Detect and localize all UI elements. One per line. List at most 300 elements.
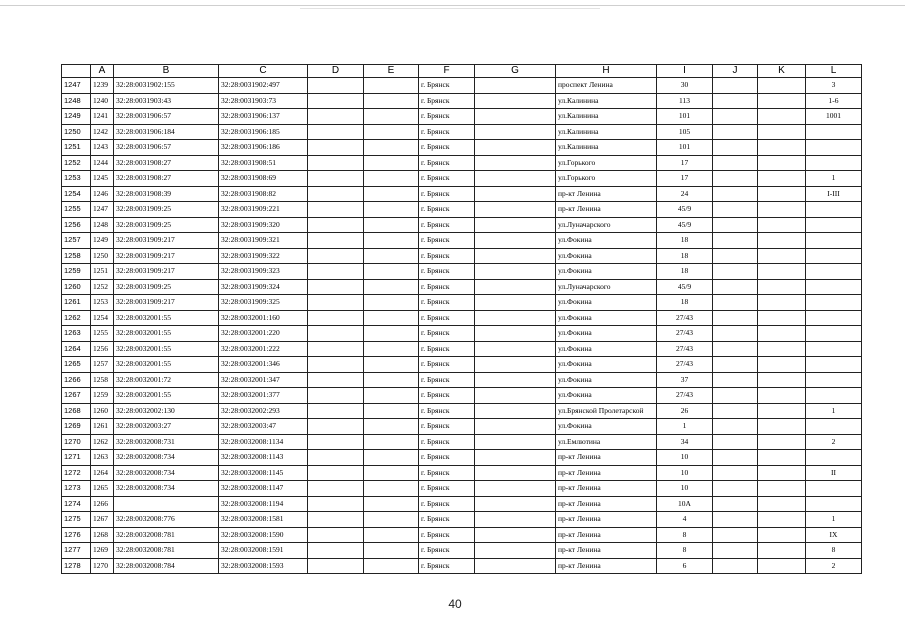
cell-e[interactable] xyxy=(364,248,419,264)
cell-k[interactable] xyxy=(758,388,806,404)
cell-b[interactable]: 32:28:0032008:734 xyxy=(114,450,219,466)
cell-g[interactable] xyxy=(475,202,556,218)
cell-k[interactable] xyxy=(758,78,806,94)
cell-k[interactable] xyxy=(758,310,806,326)
cell-f[interactable]: г. Брянск xyxy=(419,295,475,311)
cell-f[interactable]: г. Брянск xyxy=(419,481,475,497)
cell-d[interactable] xyxy=(308,512,364,528)
cell-g[interactable] xyxy=(475,264,556,280)
cell-a[interactable]: 1256 xyxy=(91,341,114,357)
cell-f[interactable]: г. Брянск xyxy=(419,279,475,295)
cell-h[interactable]: пр-кт Ленина xyxy=(556,450,657,466)
cell-b[interactable]: 32:28:0031909:25 xyxy=(114,279,219,295)
cell-l[interactable]: II xyxy=(806,465,862,481)
cell-b[interactable]: 32:28:0031908:39 xyxy=(114,186,219,202)
cell-g[interactable] xyxy=(475,140,556,156)
cell-k[interactable] xyxy=(758,124,806,140)
cell-l[interactable]: 8 xyxy=(806,543,862,559)
cell-g[interactable] xyxy=(475,388,556,404)
cell-i[interactable]: 34 xyxy=(657,434,713,450)
cell-e[interactable] xyxy=(364,217,419,233)
cell-g[interactable] xyxy=(475,248,556,264)
cell-c[interactable]: 32:28:0031906:137 xyxy=(219,109,308,125)
cell-g[interactable] xyxy=(475,155,556,171)
cell-e[interactable] xyxy=(364,450,419,466)
cell-d[interactable] xyxy=(308,419,364,435)
cell-c[interactable]: 32:28:0032008:1143 xyxy=(219,450,308,466)
cell-g[interactable] xyxy=(475,543,556,559)
cell-l[interactable]: IX xyxy=(806,527,862,543)
cell-a[interactable]: 1270 xyxy=(91,558,114,574)
cell-a[interactable]: 1263 xyxy=(91,450,114,466)
cell-c[interactable]: 32:28:0032001:377 xyxy=(219,388,308,404)
cell-k[interactable] xyxy=(758,93,806,109)
cell-i[interactable]: 4 xyxy=(657,512,713,528)
cell-c[interactable]: 32:28:0032003:47 xyxy=(219,419,308,435)
cell-h[interactable]: пр-кт Ленина xyxy=(556,527,657,543)
cell-j[interactable] xyxy=(713,279,758,295)
cell-c[interactable]: 32:28:0032008:1134 xyxy=(219,434,308,450)
cell-b[interactable]: 32:28:0031906:184 xyxy=(114,124,219,140)
cell-l[interactable]: 1-6 xyxy=(806,93,862,109)
cell-h[interactable]: ул.Калинина xyxy=(556,93,657,109)
cell-k[interactable] xyxy=(758,295,806,311)
cell-c[interactable]: 32:28:0031903:73 xyxy=(219,93,308,109)
cell-d[interactable] xyxy=(308,78,364,94)
cell-d[interactable] xyxy=(308,326,364,342)
cell-c[interactable]: 32:28:0032001:347 xyxy=(219,372,308,388)
cell-i[interactable]: 27/43 xyxy=(657,310,713,326)
cell-e[interactable] xyxy=(364,372,419,388)
cell-c[interactable]: 32:28:0031909:322 xyxy=(219,248,308,264)
cell-e[interactable] xyxy=(364,264,419,280)
cell-g[interactable] xyxy=(475,496,556,512)
cell-g[interactable] xyxy=(475,403,556,419)
cell-g[interactable] xyxy=(475,465,556,481)
cell-g[interactable] xyxy=(475,326,556,342)
cell-l[interactable] xyxy=(806,496,862,512)
cell-f[interactable]: г. Брянск xyxy=(419,310,475,326)
row-number[interactable]: 1258 xyxy=(62,248,91,264)
cell-f[interactable]: г. Брянск xyxy=(419,543,475,559)
cell-j[interactable] xyxy=(713,155,758,171)
column-header-f[interactable]: F xyxy=(419,65,475,78)
cell-l[interactable] xyxy=(806,295,862,311)
cell-f[interactable]: г. Брянск xyxy=(419,434,475,450)
cell-i[interactable]: 101 xyxy=(657,140,713,156)
cell-d[interactable] xyxy=(308,171,364,187)
cell-j[interactable] xyxy=(713,202,758,218)
cell-h[interactable]: ул.Горького xyxy=(556,155,657,171)
cell-b[interactable]: 32:28:0032008:776 xyxy=(114,512,219,528)
cell-f[interactable]: г. Брянск xyxy=(419,93,475,109)
cell-k[interactable] xyxy=(758,543,806,559)
cell-f[interactable]: г. Брянск xyxy=(419,217,475,233)
cell-c[interactable]: 32:28:0032008:1590 xyxy=(219,527,308,543)
cell-b[interactable]: 32:28:0032003:27 xyxy=(114,419,219,435)
cell-a[interactable]: 1251 xyxy=(91,264,114,280)
cell-b[interactable]: 32:28:0032008:731 xyxy=(114,434,219,450)
cell-a[interactable]: 1259 xyxy=(91,388,114,404)
cell-i[interactable]: 10 xyxy=(657,465,713,481)
cell-f[interactable]: г. Брянск xyxy=(419,558,475,574)
row-number[interactable]: 1260 xyxy=(62,279,91,295)
cell-d[interactable] xyxy=(308,465,364,481)
cell-e[interactable] xyxy=(364,124,419,140)
cell-d[interactable] xyxy=(308,543,364,559)
cell-j[interactable] xyxy=(713,450,758,466)
row-number[interactable]: 1249 xyxy=(62,109,91,125)
cell-b[interactable]: 32:28:0031909:25 xyxy=(114,202,219,218)
cell-a[interactable]: 1253 xyxy=(91,295,114,311)
cell-e[interactable] xyxy=(364,78,419,94)
cell-f[interactable]: г. Брянск xyxy=(419,341,475,357)
cell-a[interactable]: 1261 xyxy=(91,419,114,435)
cell-d[interactable] xyxy=(308,481,364,497)
row-number[interactable]: 1269 xyxy=(62,419,91,435)
cell-j[interactable] xyxy=(713,481,758,497)
row-number[interactable]: 1276 xyxy=(62,527,91,543)
cell-c[interactable]: 32:28:0032002:293 xyxy=(219,403,308,419)
cell-b[interactable]: 32:28:0031902:155 xyxy=(114,78,219,94)
cell-b[interactable]: 32:28:0031908:27 xyxy=(114,171,219,187)
cell-j[interactable] xyxy=(713,186,758,202)
row-number[interactable]: 1275 xyxy=(62,512,91,528)
cell-j[interactable] xyxy=(713,527,758,543)
cell-c[interactable]: 32:28:0031902:497 xyxy=(219,78,308,94)
cell-i[interactable]: 18 xyxy=(657,264,713,280)
cell-a[interactable]: 1244 xyxy=(91,155,114,171)
cell-k[interactable] xyxy=(758,109,806,125)
row-number[interactable]: 1247 xyxy=(62,78,91,94)
row-number[interactable]: 1268 xyxy=(62,403,91,419)
cell-j[interactable] xyxy=(713,465,758,481)
row-number[interactable]: 1262 xyxy=(62,310,91,326)
cell-g[interactable] xyxy=(475,171,556,187)
cell-j[interactable] xyxy=(713,264,758,280)
cell-g[interactable] xyxy=(475,93,556,109)
row-number[interactable]: 1270 xyxy=(62,434,91,450)
cell-d[interactable] xyxy=(308,124,364,140)
cell-e[interactable] xyxy=(364,295,419,311)
cell-h[interactable]: ул.Емлютина xyxy=(556,434,657,450)
cell-e[interactable] xyxy=(364,310,419,326)
column-header-b[interactable]: B xyxy=(114,65,219,78)
cell-f[interactable]: г. Брянск xyxy=(419,450,475,466)
cell-k[interactable] xyxy=(758,202,806,218)
cell-j[interactable] xyxy=(713,140,758,156)
cell-k[interactable] xyxy=(758,450,806,466)
cell-b[interactable]: 32:28:0032001:72 xyxy=(114,372,219,388)
cell-a[interactable]: 1248 xyxy=(91,217,114,233)
column-header-c[interactable]: C xyxy=(219,65,308,78)
cell-a[interactable]: 1243 xyxy=(91,140,114,156)
cell-j[interactable] xyxy=(713,326,758,342)
cell-l[interactable]: 1001 xyxy=(806,109,862,125)
cell-c[interactable]: 32:28:0032008:1145 xyxy=(219,465,308,481)
cell-c[interactable]: 32:28:0031909:325 xyxy=(219,295,308,311)
cell-h[interactable]: ул.Калинина xyxy=(556,109,657,125)
cell-d[interactable] xyxy=(308,341,364,357)
cell-b[interactable]: 32:28:0032001:55 xyxy=(114,326,219,342)
cell-f[interactable]: г. Брянск xyxy=(419,155,475,171)
cell-i[interactable]: 17 xyxy=(657,155,713,171)
cell-h[interactable]: ул.Калинина xyxy=(556,124,657,140)
cell-h[interactable]: ул.Фокина xyxy=(556,326,657,342)
cell-a[interactable]: 1258 xyxy=(91,372,114,388)
cell-a[interactable]: 1252 xyxy=(91,279,114,295)
cell-l[interactable]: 1 xyxy=(806,171,862,187)
row-number[interactable]: 1273 xyxy=(62,481,91,497)
row-number[interactable]: 1277 xyxy=(62,543,91,559)
cell-j[interactable] xyxy=(713,93,758,109)
cell-k[interactable] xyxy=(758,155,806,171)
cell-a[interactable]: 1262 xyxy=(91,434,114,450)
cell-h[interactable]: ул.Горького xyxy=(556,171,657,187)
cell-j[interactable] xyxy=(713,372,758,388)
cell-i[interactable]: 27/43 xyxy=(657,341,713,357)
row-number[interactable]: 1256 xyxy=(62,217,91,233)
cell-c[interactable]: 32:28:0031909:323 xyxy=(219,264,308,280)
row-number[interactable]: 1252 xyxy=(62,155,91,171)
cell-j[interactable] xyxy=(713,171,758,187)
cell-l[interactable] xyxy=(806,124,862,140)
row-number[interactable]: 1278 xyxy=(62,558,91,574)
cell-b[interactable]: 32:28:0032001:55 xyxy=(114,341,219,357)
cell-f[interactable]: г. Брянск xyxy=(419,372,475,388)
row-number[interactable]: 1267 xyxy=(62,388,91,404)
cell-k[interactable] xyxy=(758,140,806,156)
row-number[interactable]: 1255 xyxy=(62,202,91,218)
cell-a[interactable]: 1260 xyxy=(91,403,114,419)
column-header-d[interactable]: D xyxy=(308,65,364,78)
cell-l[interactable] xyxy=(806,326,862,342)
cell-b[interactable]: 32:28:0032008:734 xyxy=(114,481,219,497)
cell-b[interactable]: 32:28:0032008:734 xyxy=(114,465,219,481)
cell-l[interactable]: 1 xyxy=(806,403,862,419)
cell-g[interactable] xyxy=(475,217,556,233)
cell-b[interactable]: 32:28:0032008:784 xyxy=(114,558,219,574)
cell-d[interactable] xyxy=(308,264,364,280)
cell-c[interactable]: 32:28:0032008:1591 xyxy=(219,543,308,559)
cell-d[interactable] xyxy=(308,434,364,450)
cell-i[interactable]: 10А xyxy=(657,496,713,512)
cell-b[interactable]: 32:28:0031909:217 xyxy=(114,295,219,311)
cell-a[interactable]: 1250 xyxy=(91,248,114,264)
cell-c[interactable]: 32:28:0031909:221 xyxy=(219,202,308,218)
row-number[interactable]: 1257 xyxy=(62,233,91,249)
cell-i[interactable]: 37 xyxy=(657,372,713,388)
cell-a[interactable]: 1241 xyxy=(91,109,114,125)
cell-b[interactable]: 32:28:0032001:55 xyxy=(114,388,219,404)
row-number[interactable]: 1254 xyxy=(62,186,91,202)
cell-e[interactable] xyxy=(364,93,419,109)
cell-i[interactable]: 6 xyxy=(657,558,713,574)
cell-j[interactable] xyxy=(713,403,758,419)
cell-e[interactable] xyxy=(364,543,419,559)
cell-k[interactable] xyxy=(758,481,806,497)
cell-b[interactable]: 32:28:0032002:130 xyxy=(114,403,219,419)
cell-l[interactable] xyxy=(806,310,862,326)
cell-g[interactable] xyxy=(475,233,556,249)
cell-f[interactable]: г. Брянск xyxy=(419,326,475,342)
cell-d[interactable] xyxy=(308,93,364,109)
cell-i[interactable]: 26 xyxy=(657,403,713,419)
cell-b[interactable] xyxy=(114,496,219,512)
cell-e[interactable] xyxy=(364,512,419,528)
cell-l[interactable] xyxy=(806,248,862,264)
cell-g[interactable] xyxy=(475,527,556,543)
cell-l[interactable] xyxy=(806,372,862,388)
cell-l[interactable] xyxy=(806,217,862,233)
cell-j[interactable] xyxy=(713,419,758,435)
cell-i[interactable]: 8 xyxy=(657,543,713,559)
cell-h[interactable]: ул.Фокина xyxy=(556,357,657,373)
cell-c[interactable]: 32:28:0032008:1194 xyxy=(219,496,308,512)
cell-d[interactable] xyxy=(308,248,364,264)
cell-j[interactable] xyxy=(713,124,758,140)
cell-g[interactable] xyxy=(475,78,556,94)
cell-e[interactable] xyxy=(364,186,419,202)
cell-a[interactable]: 1246 xyxy=(91,186,114,202)
cell-j[interactable] xyxy=(713,496,758,512)
cell-d[interactable] xyxy=(308,403,364,419)
cell-e[interactable] xyxy=(364,202,419,218)
cell-g[interactable] xyxy=(475,450,556,466)
cell-e[interactable] xyxy=(364,496,419,512)
cell-h[interactable]: пр-кт Ленина xyxy=(556,202,657,218)
cell-h[interactable]: ул.Фокина xyxy=(556,341,657,357)
column-header-e[interactable]: E xyxy=(364,65,419,78)
cell-d[interactable] xyxy=(308,186,364,202)
cell-c[interactable]: 32:28:0032001:346 xyxy=(219,357,308,373)
cell-b[interactable]: 32:28:0032001:55 xyxy=(114,310,219,326)
cell-j[interactable] xyxy=(713,310,758,326)
cell-e[interactable] xyxy=(364,527,419,543)
cell-k[interactable] xyxy=(758,403,806,419)
cell-e[interactable] xyxy=(364,140,419,156)
column-header-g[interactable]: G xyxy=(475,65,556,78)
cell-d[interactable] xyxy=(308,140,364,156)
cell-l[interactable] xyxy=(806,233,862,249)
cell-e[interactable] xyxy=(364,109,419,125)
cell-l[interactable]: 1 xyxy=(806,512,862,528)
cell-h[interactable]: ул.Фокина xyxy=(556,388,657,404)
cell-h[interactable]: пр-кт Ленина xyxy=(556,481,657,497)
cell-d[interactable] xyxy=(308,279,364,295)
cell-a[interactable]: 1254 xyxy=(91,310,114,326)
cell-k[interactable] xyxy=(758,465,806,481)
cell-i[interactable]: 27/43 xyxy=(657,388,713,404)
cell-k[interactable] xyxy=(758,186,806,202)
cell-h[interactable]: пр-кт Ленина xyxy=(556,496,657,512)
cell-g[interactable] xyxy=(475,295,556,311)
cell-j[interactable] xyxy=(713,341,758,357)
cell-g[interactable] xyxy=(475,558,556,574)
cell-j[interactable] xyxy=(713,543,758,559)
cell-l[interactable]: I-III xyxy=(806,186,862,202)
cell-k[interactable] xyxy=(758,419,806,435)
row-number[interactable]: 1274 xyxy=(62,496,91,512)
cell-g[interactable] xyxy=(475,109,556,125)
cell-a[interactable]: 1257 xyxy=(91,357,114,373)
cell-h[interactable]: пр-кт Ленина xyxy=(556,186,657,202)
cell-h[interactable]: ул.Фокина xyxy=(556,295,657,311)
cell-d[interactable] xyxy=(308,558,364,574)
cell-f[interactable]: г. Брянск xyxy=(419,124,475,140)
cell-a[interactable]: 1269 xyxy=(91,543,114,559)
row-number[interactable]: 1251 xyxy=(62,140,91,156)
cell-e[interactable] xyxy=(364,279,419,295)
cell-k[interactable] xyxy=(758,264,806,280)
cell-g[interactable] xyxy=(475,434,556,450)
cell-c[interactable]: 32:28:0031909:324 xyxy=(219,279,308,295)
cell-g[interactable] xyxy=(475,357,556,373)
row-number[interactable]: 1248 xyxy=(62,93,91,109)
cell-a[interactable]: 1267 xyxy=(91,512,114,528)
column-header-h[interactable]: H xyxy=(556,65,657,78)
cell-i[interactable]: 45/9 xyxy=(657,202,713,218)
cell-f[interactable]: г. Брянск xyxy=(419,202,475,218)
cell-i[interactable]: 8 xyxy=(657,527,713,543)
cell-k[interactable] xyxy=(758,372,806,388)
cell-j[interactable] xyxy=(713,109,758,125)
cell-h[interactable]: ул.Фокина xyxy=(556,264,657,280)
cell-j[interactable] xyxy=(713,248,758,264)
cell-e[interactable] xyxy=(364,465,419,481)
cell-l[interactable] xyxy=(806,155,862,171)
cell-b[interactable]: 32:28:0031909:25 xyxy=(114,217,219,233)
cell-l[interactable] xyxy=(806,419,862,435)
row-number[interactable]: 1264 xyxy=(62,341,91,357)
cell-e[interactable] xyxy=(364,419,419,435)
cell-e[interactable] xyxy=(364,155,419,171)
cell-j[interactable] xyxy=(713,512,758,528)
cell-g[interactable] xyxy=(475,310,556,326)
cell-a[interactable]: 1264 xyxy=(91,465,114,481)
cell-a[interactable]: 1265 xyxy=(91,481,114,497)
cell-c[interactable]: 32:28:0031908:69 xyxy=(219,171,308,187)
corner-header[interactable] xyxy=(62,65,91,78)
cell-l[interactable] xyxy=(806,357,862,373)
row-number[interactable]: 1250 xyxy=(62,124,91,140)
cell-h[interactable]: ул.Фокина xyxy=(556,419,657,435)
cell-k[interactable] xyxy=(758,512,806,528)
cell-d[interactable] xyxy=(308,527,364,543)
cell-h[interactable]: ул.Брянской Пролетарской xyxy=(556,403,657,419)
cell-b[interactable]: 32:28:0031909:217 xyxy=(114,264,219,280)
cell-k[interactable] xyxy=(758,248,806,264)
cell-k[interactable] xyxy=(758,496,806,512)
cell-g[interactable] xyxy=(475,512,556,528)
cell-a[interactable]: 1268 xyxy=(91,527,114,543)
cell-h[interactable]: пр-кт Ленина xyxy=(556,465,657,481)
cell-k[interactable] xyxy=(758,233,806,249)
cell-i[interactable]: 10 xyxy=(657,450,713,466)
cell-i[interactable]: 30 xyxy=(657,78,713,94)
row-number[interactable]: 1259 xyxy=(62,264,91,280)
cell-b[interactable]: 32:28:0031909:217 xyxy=(114,248,219,264)
row-number[interactable]: 1271 xyxy=(62,450,91,466)
cell-h[interactable]: пр-кт Ленина xyxy=(556,558,657,574)
cell-a[interactable]: 1247 xyxy=(91,202,114,218)
cell-l[interactable] xyxy=(806,140,862,156)
cell-a[interactable]: 1255 xyxy=(91,326,114,342)
cell-i[interactable]: 45/9 xyxy=(657,217,713,233)
cell-l[interactable] xyxy=(806,279,862,295)
column-header-k[interactable]: K xyxy=(758,65,806,78)
cell-a[interactable]: 1245 xyxy=(91,171,114,187)
